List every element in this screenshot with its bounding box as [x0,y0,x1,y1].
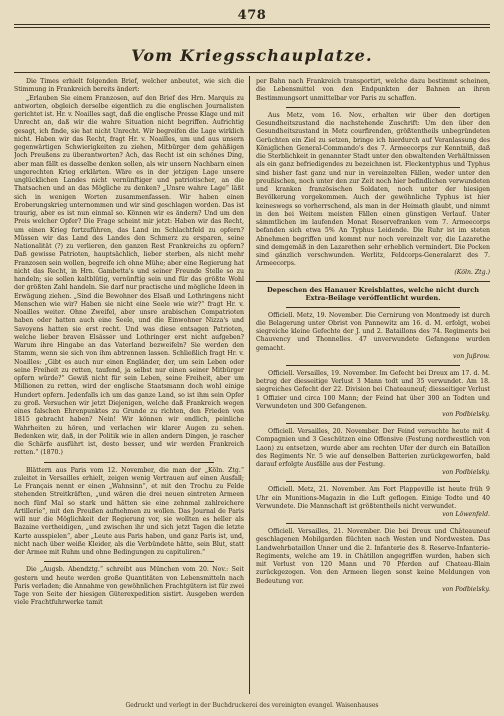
section-divider [286,423,460,424]
right-column [256,78,490,694]
article-times-letter: „Erlauben Sie einem Franzosen, auf den Brief des Hrn. Marquis zu antworten, obgleich derselbe eigentlich zu die englischen Journalisten gerichtet ist. Hr. v. Noailles sagt, daß die englische Presse Klage und mit Unrecht an, daß wir die wahre Situation nicht begriffen. Aufrichtig gesagt, ich finde, sie hat nicht Unrecht. Wir begreifen die Lage wirklich nicht. Haben wir das Recht, fragt Hr. v. Noailles, um und aus unsern gegenwärtigen Schwierigkeiten zu ziehen, Mitbürger dem gehäßigen Joch Preußens zu überantworten? Ach, das Recht ist ein schönes Ding, aber man fällt es dasselbe denken sollen, als wir unsern Nachbarn einen ungerechten Krieg erklärten. Wäre es in der jetzigen Lage unsere unglücklichen Landes nicht vernünftiger und patriotischer, an die Thatsachen und an das Mögliche zu denken? „Unsre wahre Lage“ läßt sich in wenigen Worten zusammenfassen. Wir haben einen Eroberungskrieg unternommen und wir sind geschlagen worden. Das ist traurig, aber es ist nun einmal so. Können wir es ändern? Und um den Preis welcher Opfer? Die Frage scheint mir jetzt: Haben wir das Recht, um einen Krieg fortzuführen, das Land im Schlachtfeld zu opfern? Müssen wir das Land des Landes den Schmerz zu ersparen, seine Nationalität (?) zu verlieren, den ganzen Rest Frankreichs zu opfern? Daß gewisse Patrioten, hauptsächlich, lieber sterben, als nicht mehr Franzosen sein wollen, begreife ich ohne Mühe; aber eine Regierung hat nicht das Recht, in Hrn. Gambetta's und seiner Freunde Stelle so zu handeln; sie sollen kaltblütig, vernünftig sein und für das größte Wohl der größten Zahl handeln. Sie darf nur practische und mögliche Ideen in Erwägung ziehen. „Sind die Bewohner des Elsaß und Lothringens nicht Menschen wie wir? Haben sie nicht eine Seele wie wir?“ fragt Hr. v. Noailles weiter. Ohne Zweifel, aber unsre arabischen Compatrioten haben oder hatten auch eine Seele, und die Einwohner Nizza's und Savoyens hatten sie erst recht. Und was diese entsagen Patrioten, welche lieber braven Elsässer und Lothringer erst nicht aufgeben? Warum ihre Hingabe an das Vaterland bezweifeln? Sie werden den Stamm, wenn sie sich von ihm abtrennen lassen. Schließlich fragt Hr. v. Noailles: „Gibt es auch nur einen Engländer, der, um sein Leben oder seine Freiheit zu retten, taufend, ja selbst nur einen seiner Mitbürger opfern würde?“ Gewiß nicht für sein Leben, seine Freiheit, aber um Millionen zu retten, wird der englische Staatsmann doch wohl einige Hundert opfern. Jedenfalls ich um das ganze Land, so ist ihm sein Opfer zu groß. Versuchen wir jetzt Diejenigen, welche daß Frankreich wegen eines falschen Ehrenpunktes zu Grunde zu richten, den Frieden von 1815 gebracht haben? Nein! Wir können wir endlich, peinliche Wahrheiten zu hören, und verlachen wir klarer Augen zu sehen. Bedenken wir, daß, in der Politik wie in allen andern Dingen, je rascher die Schärfe ausführt ist, desto besser, und wir werden Frankreich retten.“ (1870.) [14,94,244,457]
section-divider [256,281,490,282]
dispatch-signature: von Podbielsky. [442,469,490,477]
dispatch-signature: von Podbielsky. [442,585,490,593]
dispatch-item: Officiell. Versailles, 19. November. Im Gefecht bei Dreux am 17. d. M. betrug der diesseitige Verlust 3 Mann todt und 35 verwundet. Am 18. siegreiches Gefecht der 22. Division bei Chateauneuf; diesseitiger Verlust 1 Offizier und circa 100 Mann; der Feind hat über 300 an Todten und Verwundeten und 300 Gefangenen. [256,369,490,410]
dispatch-item: Officiell. Metz, 21. November. Am Fort Plappeville ist heute früh 9 Uhr ein Munitions-Magazin in die Luft geflogen. Einige Todte und 40 Verwundete. Die Mannschaft ist größtentheils nicht verwundet. [256,486,490,510]
dispatch-signature: von Podbielsky. [442,411,490,418]
section-divider [286,307,460,308]
section-divider [286,107,460,108]
article-paris-papers: Blättern aus Paris vom 12. November, die man der „Köln. Ztg.“ zuleitet in Versailles erhielt, zeigen wenig Vertrauen auf einen Ausfall; Le Français nennt er einen „Wahnsinn“, et mit den Trochu zu Felde stehenden Streitkräften, „und wären die drei neuen eintreten Armeen noch fünf Mal so stark und hätten sie eine zehnmal zahlreichere Artillerie“, mit den Preußen aufnehmen zu wollen. Das Journal de Paris will nur die Möglichkeit der Regierung vor, sie wollten es heller als Bazaine vertheidigen, „und zwischen ihr und sich jetzt Tagen die letzte Karte ausspielen“, aber „Leute aus Paris haben, und ganz Paris ist, und, nicht nach über weiße Kleider, als die Verbündete hätte, sein Blut, statt der Armee mit Ruhm und ohne Bedingungen zu capituliren.“ [14,466,244,556]
column-divider [249,76,250,694]
header-rule-thin [14,27,490,28]
dispatch-signature: von Jußrow. [453,352,490,360]
title-rule [14,72,490,73]
section-divider [286,481,460,482]
dispatch-item: Officiell. Versailles, 21. November. Die bei Dreux und Châteauneuf geschlagenen Mobilgarden flüchten nach Westen und Nordwesten. Das Landwehrbataillon Unner und die 2. Infanterie des 8. Reserve-Infanterie-Regiments, welche am 19. in Châtillon angegriffen wurden, haben sich mit Verlust von 120 Mann und 70 Pferden auf Chateau-Blain zurückgezogen. Von den Armeen liegen sonst keine Meldungen von Bedeutung vor. [256,528,490,585]
dispatch-item: Officiell. Versailles, 20. November. Der Feind versuchte heute mit 4 Compagnien und 3 Geschützen eine Offensive (Festung nordwestlich von Laon) zu entsetzen, wurde aber am rechten Ufer der durch ein Bataillon des Regiments Nr. 5 wie auf denselben Batterien zurückgeworfen, bald darauf erfolgte Ausfälle aus der Festung. [256,428,490,468]
dispatch-heading: Depeschen des Hanauer Kreisblattes, welche nicht durch Extra-Beilage veröffentlicht wurden. [266,285,480,302]
section-divider [44,462,214,463]
article-times-intro: Die Times erhielt folgenden Brief, welcher anbeutet, wie sich die Stimmung in Frankreich bereits ändert: [14,78,244,94]
page-number: 478 [237,8,267,23]
article-augsburg: Die „Augsb. Abendztg.“ schreibt aus München vom 20. Nov.: Seit gestern und heute werden große Quantitäten von Lebensmitteln nach Paris verladen; die Annahme von gewöhnlichen Frachtgütern ist für zwei Tage von Seite der hiesigen Güterexpedition sistirt. Ausgeben werden viele Frachtfuhrwerke tamit [14,566,244,607]
dispatch-item: Officiell. Metz, 19. November. Die Cernirung von Montmedy ist durch die Belagerung unter Obrist von Pannewitz am 16. d. M. erfolgt, wobei siegreiche kleine Gefechte der J. und 2. Bataillons des 74. Regiments bei Chauvency und Thonnelles. 47 unverwundete Gefangene wurden gemacht. [256,311,490,352]
header-rule [14,24,490,25]
article-metz-health: Aus Metz, vom 16. Nov., erhalten wir über den dortigen Gesundheitszustand die nachstehende Zuschrift: Um den über den Gesundheitszustand in Metz courfirenden, größtentheils unbegründeten Gerüchten ein Ziel zu setzen, bringe ich hierdurch auf Veranlassung des Königlichen General-Commando's des 7. Armeecorps zur Kenntniß, daß die Sterblichkeit in genannter Stadt unter den obwaltenden Verhältnissen als ein ganz befriedigendes zu bezeichnen ist. Fleckentyphus und Typhus sind bisher fast ganz und nur in vereinzelten Fällen, weder unter den preußischen, noch unter den zur Zeit noch hier befindlichen verwundeten und kranken französischen Soldaten, noch unter der hiesigen Bevölkerung vorgekommen. Auch der gewöhnliche Typhus ist hier keineswegs so vorherrschend, als man in der Heimath glaubt, und nimmt in den bei Weitem meisten Fällen einen günstigen Verlauf. Unter sämmtlichen im laufenden Monat Reservefranken vom 7. Armeecorps befanden sich etwa 5% An Typhus Leidende. Die Ruhr ist im steten Abnehmen begriffen und kommt nur noch vereinzelt vor, die Lazarethe sind demgemäß in den Lazarethen sehr erheblich vermindert. Die Pocken sind gänzlich verschwunden. Werlitz, Feldcorps-Generalarzt des 7. Armeecorps. [256,111,490,268]
section-divider [44,561,214,562]
source-credit: (Köln. Ztg.) [454,268,490,276]
page-title: Vom Kriegsschauplatze. [131,46,373,65]
article-continuation: per Bahn nach Frankreich transportirt, welche dazu bestimmt scheinen, die Lebensmittel von den Endpunkten der Bahnen an ihren Bestimmungsort unmittelbar vor Paris zu schaffen. [256,78,490,102]
section-divider [286,523,460,524]
section-divider [286,365,460,366]
dispatch-signature: von Löwenfeld. [442,511,490,518]
printer-imprint: Gedruckt und verlegt in der Buchdruckerei des vereinigten evangel. Waisenhauses [125,702,379,709]
left-column [14,78,244,694]
